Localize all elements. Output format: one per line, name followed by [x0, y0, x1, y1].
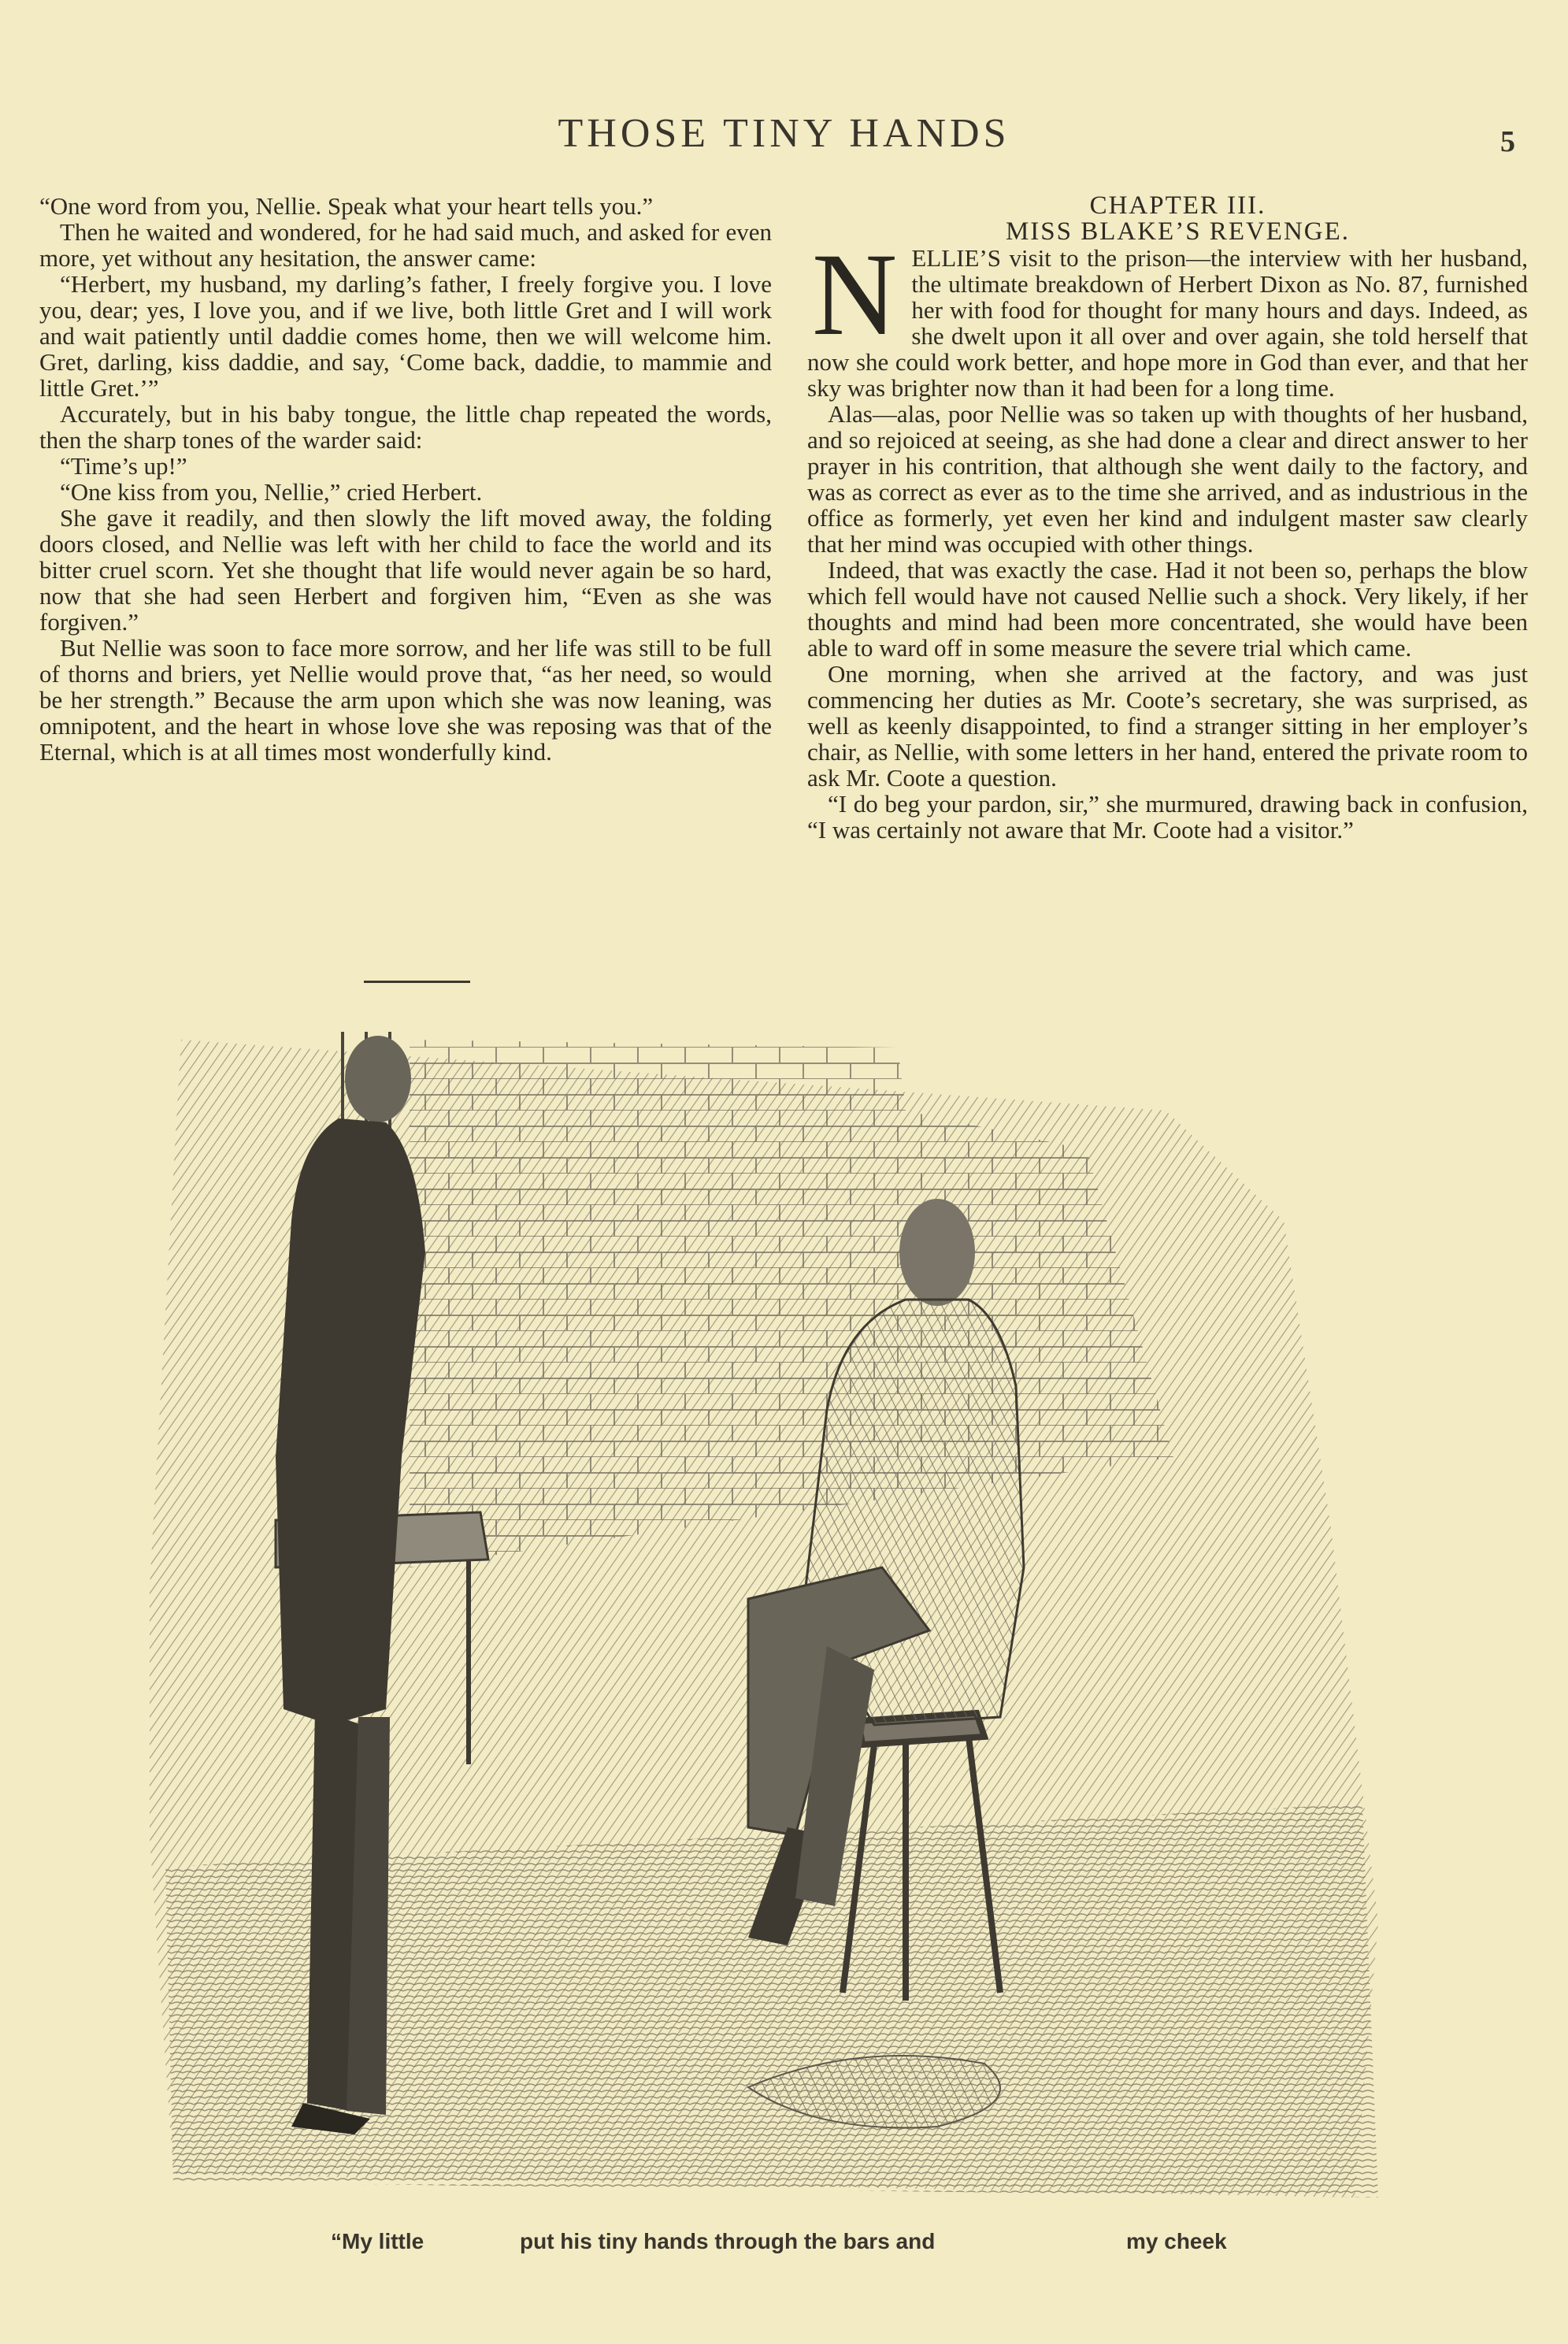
- caption-part: my cheek: [1126, 2229, 1227, 2253]
- illustration-caption: [0, 2229, 1568, 2268]
- paragraph: But Nellie was soon to face more sorrow, and her life was still to be full of thorns and briers, yet Nellie would prove that, “as her need, so would be her strength.” Because the arm upon which she was now leaning, was omnipotent, and the heart in whose love she was reposing was that of the Eternal, which is at all times most wonderfully kind.: [39, 634, 772, 766]
- paragraph: “Herbert, my husband, my darling’s father, I freely forgive you. I love you, dear; yes, I love you, and if we live, both little Gret and I will work and wait patiently until daddie comes home, then we will welcome him. Gret, darling, kiss daddie, and say, ‘Come back, daddie, to mammie and little Gret.’”: [39, 270, 772, 402]
- engraving-illustration: [150, 1016, 1414, 2221]
- paragraph: Accurately, but in his baby tongue, the little chap repeated the words, then the sharp tones of the warder said:: [39, 400, 772, 454]
- paragraph: Alas—alas, poor Nellie was so taken up with thoughts of her husband, and so rejoiced at seeing, as she had done a clear and direct answer to her prayer in his contrition, that although she went daily to the factory, and was as correct as ever as to the time she arrived, and as industrious in the office as formerly, yet even her kind and indulgent master saw clearly that her mind was occupied with other things.: [807, 400, 1528, 558]
- paragraph: “Time’s up!”: [60, 452, 187, 480]
- caption-part: “My little: [331, 2229, 424, 2253]
- chapter-subtitle: MISS BLAKE’S REVENGE.: [1005, 217, 1351, 246]
- paragraph: “One kiss from you, Nellie,” cried Herbert.: [60, 478, 483, 506]
- paragraph: “One word from you, Nellie. Speak what your heart tells you.”: [39, 192, 654, 220]
- page-number: 5: [1500, 125, 1515, 158]
- chapter-title: CHAPTER III.: [1089, 191, 1266, 220]
- paragraph: She gave it readily, and then slowly the lift moved away, the folding doors closed, and Nellie was left with her child to face the world and its bitter cruel scorn. Yet she thought that life would never again be so hard, now that she had seen Herbert and forgiven him, “Even as she was forgiven.”: [39, 504, 772, 636]
- paragraph: One morning, when she arrived at the factory, and was just commencing her duties as Mr. Coote’s secretary, she was surprised, as well as keenly disappointed, to find a stranger sitting in her employer’s chair, as Nellie, with some letters in her hand, entered the private room to ask Mr. Coote a question.: [807, 660, 1528, 792]
- drop-cap: N: [812, 229, 898, 360]
- opening-text: ELLIE’S visit to the prison—the interview with her husband, the ultimate breakdown of Herbert Dixon as No. 87, furnished her with food for thought for many hours and days. Indeed, as she dwelt upon it all over and over again, she told herself that now she could work better, and hope more in God than ever, and that her sky was brighter now than it had been for a long time.: [807, 244, 1528, 402]
- running-header: THOSE TINY HANDS: [558, 111, 1010, 156]
- paragraph: “I do beg your pardon, sir,” she murmured, drawing back in confusion, “I was certainly not aware that Mr. Coote had a visitor.”: [807, 790, 1528, 844]
- caption-part: put his tiny hands through the bars and: [520, 2229, 936, 2253]
- paragraph: Indeed, that was exactly the case. Had it not been so, perhaps the blow which fell would have not caused Nellie such a shock. Very likely, if her thoughts and mind had been more concentrated, she would have been able to ward off in some measure the severe trial which came.: [807, 556, 1528, 662]
- section-divider: [364, 981, 470, 983]
- left-column: [39, 193, 772, 765]
- paragraph: Then he waited and wondered, for he had said much, and asked for even more, yet without any hesitation, the answer came:: [39, 218, 772, 272]
- right-column: [807, 193, 1528, 843]
